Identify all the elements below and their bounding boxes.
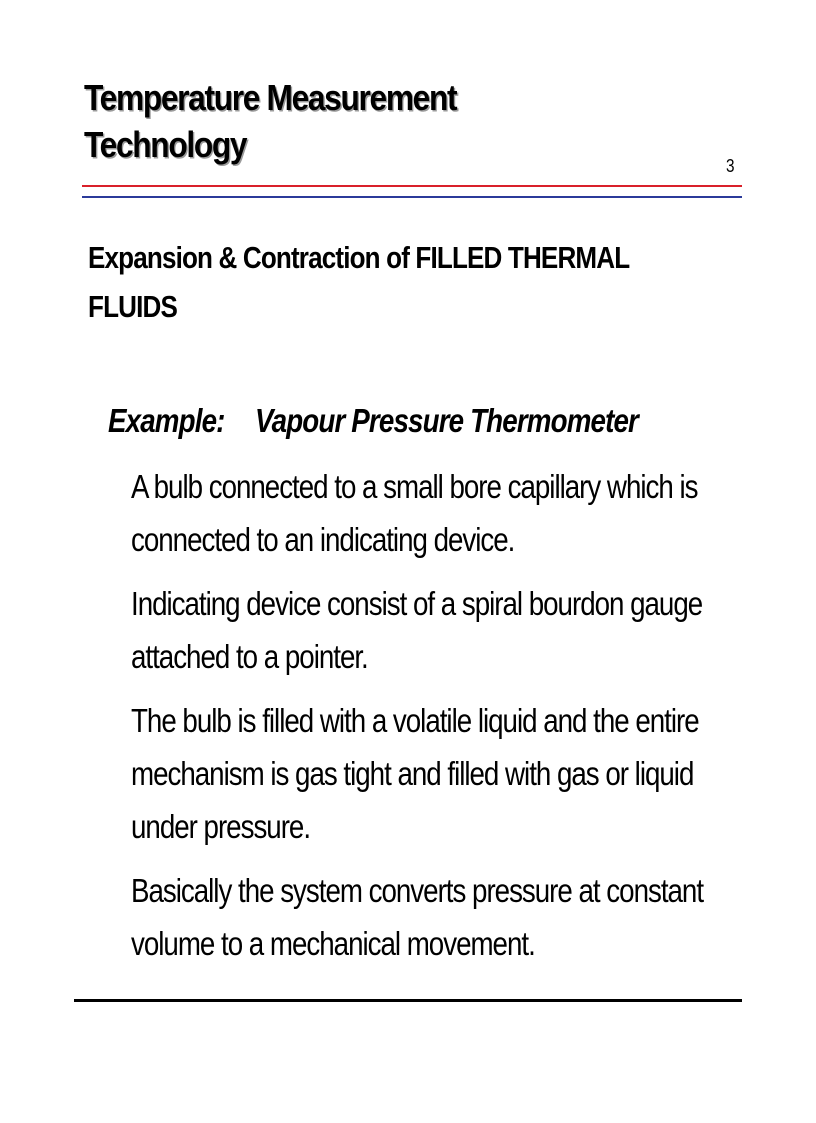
list-item-line: Indicating device consist of a spiral bourdon gauge (131, 585, 703, 622)
example-line (108, 399, 638, 443)
list-item-line: The bulb is filled with a volatile liquid and the entire (131, 702, 699, 739)
example-label: Example: (108, 402, 225, 439)
section-heading-line: Expansion & Contraction of FILLED THERMAL (88, 240, 630, 275)
slide-title (84, 74, 456, 168)
header-rule-red (82, 185, 742, 187)
list-item (131, 577, 703, 683)
list-item-line: connected to an indicating device. (131, 521, 515, 558)
header-rule-blue (82, 196, 742, 198)
section-heading-line: FLUIDS (88, 289, 177, 324)
list-item-line: volume to a mechanical movement. (131, 925, 535, 962)
list-item (131, 460, 703, 566)
description-list (131, 460, 703, 981)
list-item (131, 864, 703, 970)
list-item-line: Basically the system converts pressure at constant (131, 872, 704, 909)
page-number: 3 (726, 156, 735, 176)
slide-title-line: Technology (84, 124, 247, 165)
list-item-line: A bulb connected to a small bore capillary which is (131, 468, 698, 505)
section-heading (88, 233, 629, 331)
footer-rule (74, 999, 742, 1002)
example-name: Vapour Pressure Thermometer (255, 402, 639, 439)
slide-title-line: Temperature Measurement (84, 77, 457, 118)
list-item-line: mechanism is gas tight and filled with gas or liquid (131, 755, 694, 792)
list-item (131, 694, 703, 853)
list-item-line: under pressure. (131, 808, 311, 845)
list-item-line: attached to a pointer. (131, 638, 368, 675)
